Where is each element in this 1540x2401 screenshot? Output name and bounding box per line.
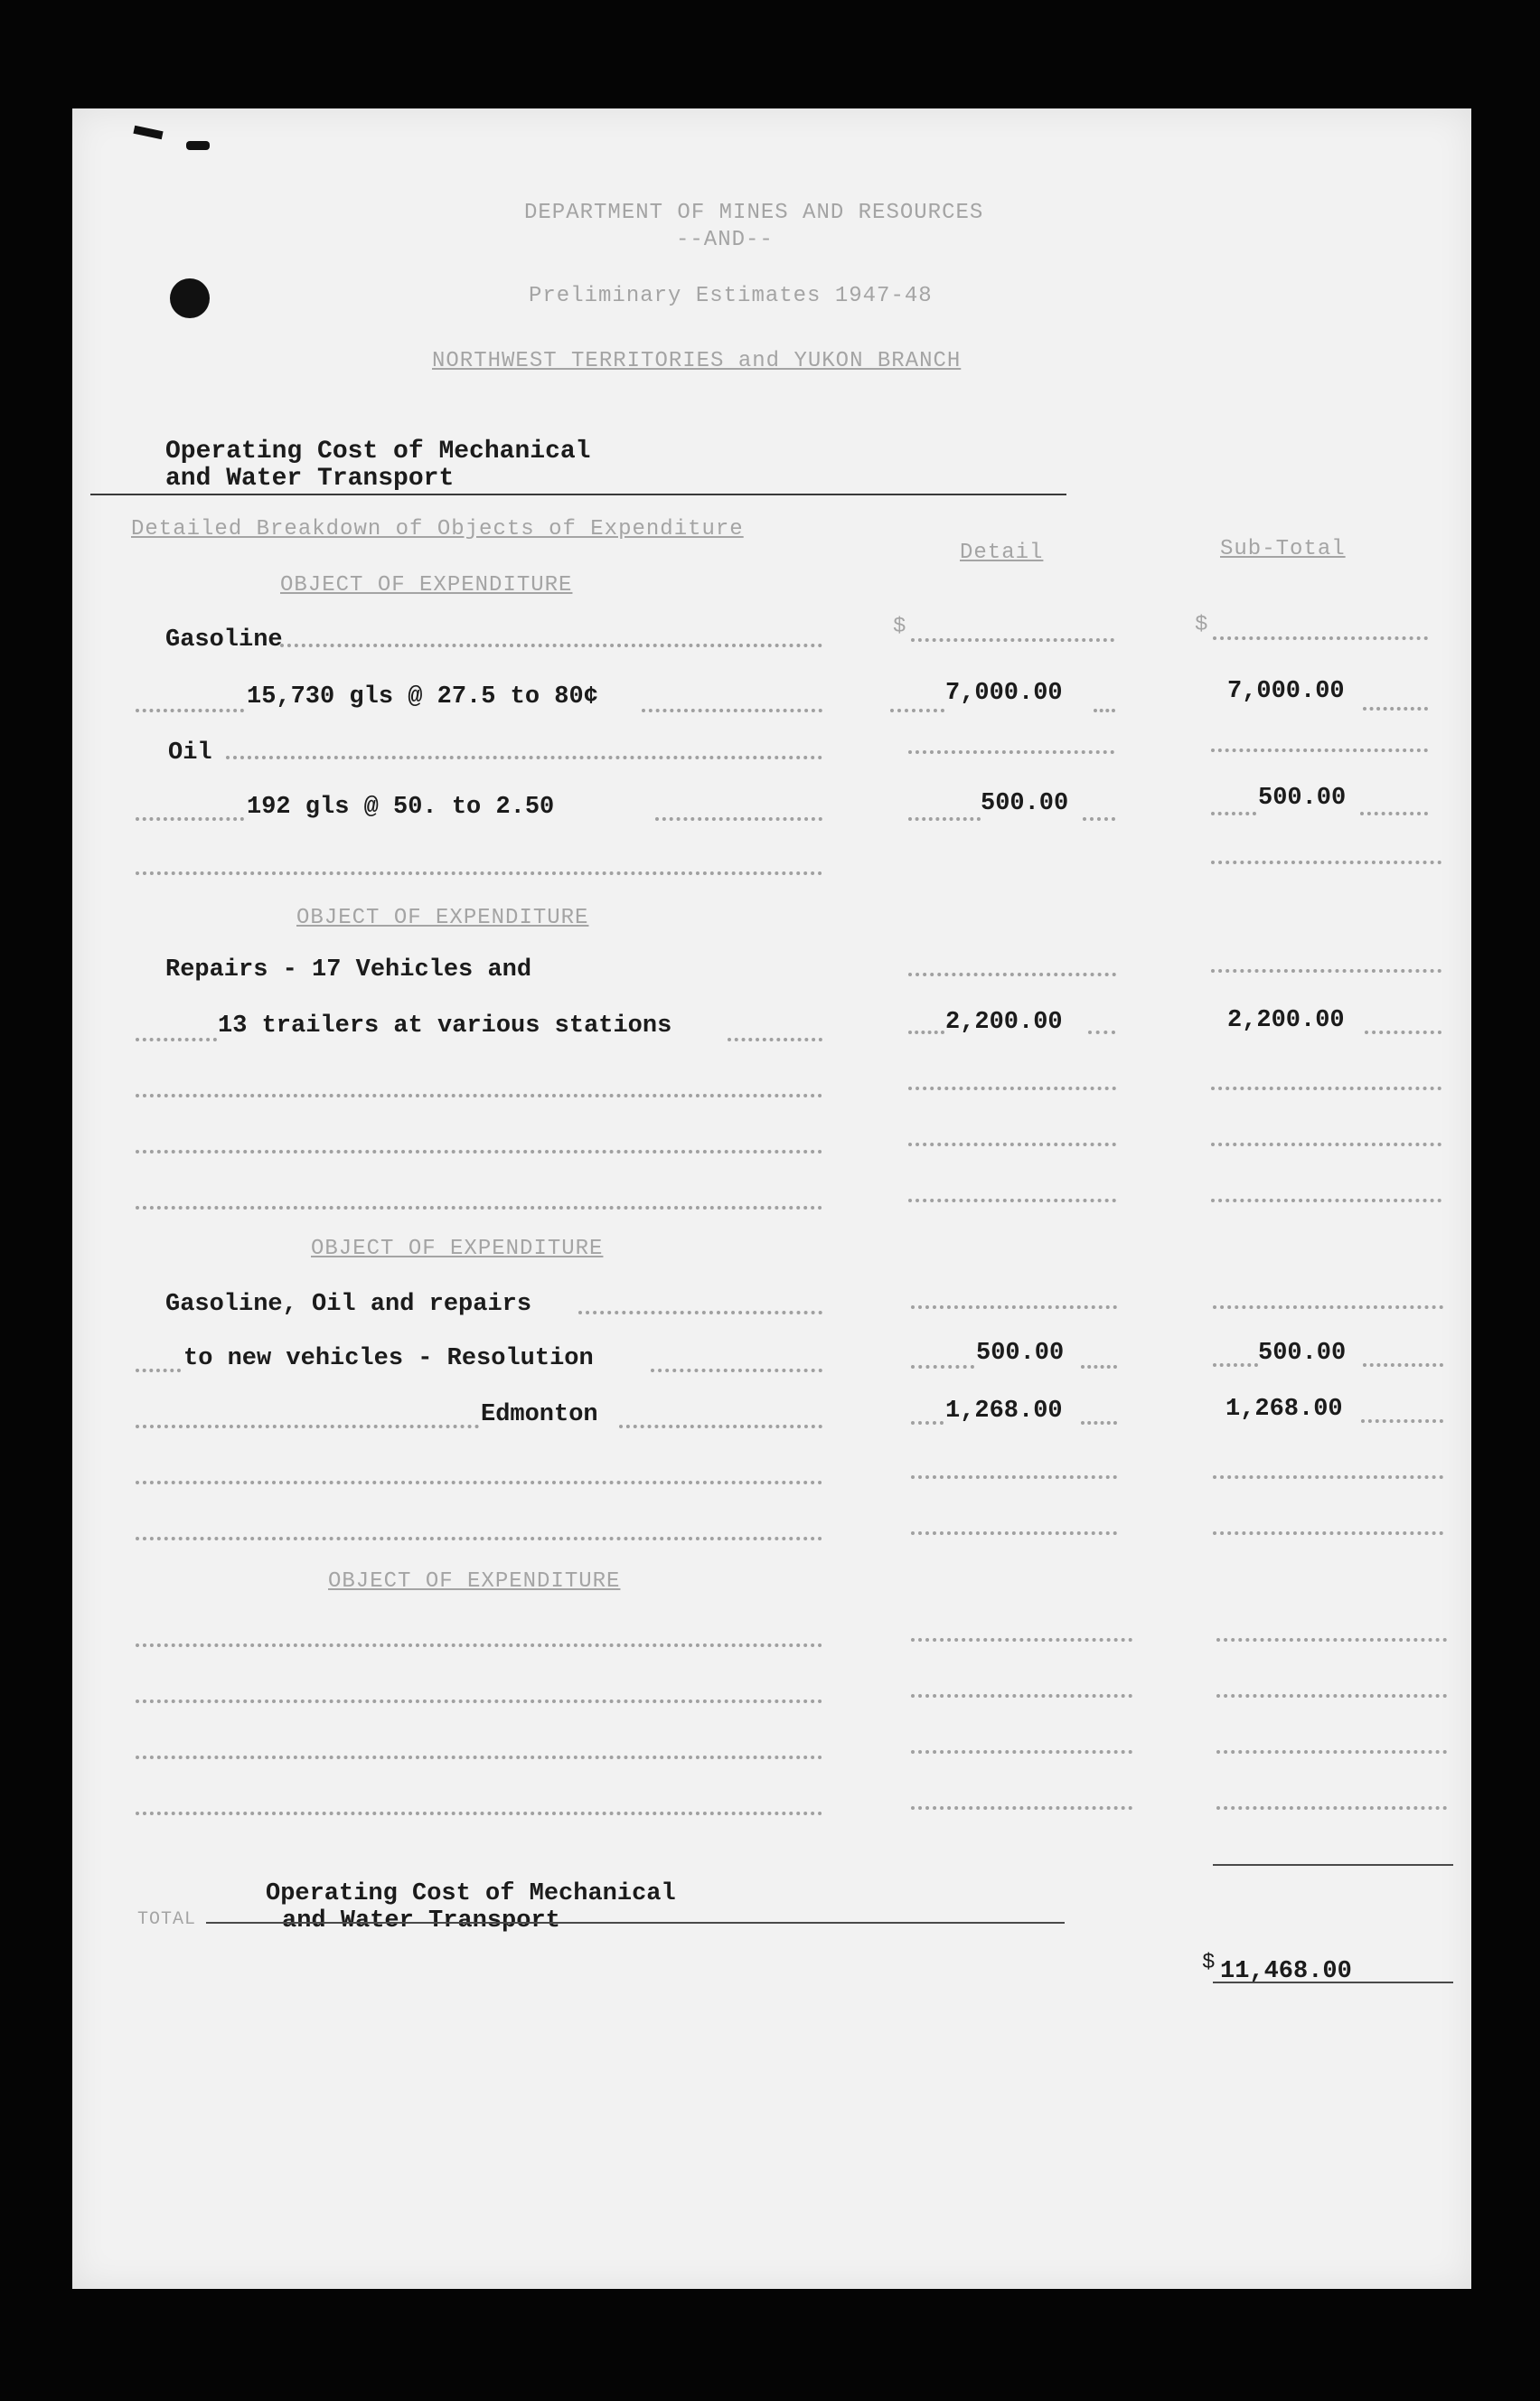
subtotal-dots — [1363, 1363, 1443, 1367]
gasoline-label: Gasoline — [165, 626, 283, 654]
subtotal-dots — [1211, 749, 1428, 752]
detail-dots — [1088, 1031, 1115, 1034]
blank-dots — [911, 1638, 1132, 1642]
desc-dots — [136, 709, 244, 712]
blank-dots — [136, 1643, 822, 1647]
oil-subtotal-amount: 500.00 — [1258, 785, 1347, 812]
desc-dots — [655, 817, 822, 821]
repairs-detail-amount: 2,200.00 — [945, 1009, 1063, 1036]
desc-dots — [136, 1369, 181, 1372]
subtotal-dots — [1211, 969, 1441, 973]
desc-dots — [728, 1038, 822, 1041]
desc-dots — [226, 756, 822, 759]
detail-dots — [911, 1421, 944, 1425]
blank-dots — [136, 1150, 822, 1153]
desc-dots — [136, 1425, 479, 1428]
blank-dots — [1216, 1750, 1447, 1754]
subtotal-dots — [1213, 636, 1428, 640]
desc-dots — [136, 1038, 217, 1041]
oil-label: Oil — [168, 739, 212, 767]
section-title-line2: and Water Transport — [165, 465, 455, 493]
gasoline-description: 15,730 gls @ 27.5 to 80¢ — [247, 683, 598, 711]
subtotal-dots — [1211, 812, 1256, 815]
blank-dots — [911, 1694, 1132, 1698]
oil-description: 192 gls @ 50. to 2.50 — [247, 794, 555, 821]
blank-dots — [1211, 1143, 1441, 1146]
detail-dots — [908, 817, 981, 821]
blank-dots — [136, 1206, 822, 1210]
blank-dots — [1211, 861, 1441, 864]
detail-dots — [911, 1305, 1117, 1309]
section-title-line1: Operating Cost of Mechanical — [165, 438, 591, 466]
blank-dots — [1213, 1475, 1443, 1479]
blank-dots — [1211, 1199, 1441, 1202]
description-column-header: Detailed Breakdown of Objects of Expenditure — [131, 517, 744, 541]
detail-dots — [908, 973, 1116, 976]
total-description-line2: and Water Transport — [282, 1907, 560, 1935]
blank-dots — [911, 1531, 1117, 1535]
corner-mark-dot — [186, 141, 210, 150]
resolution-subtotal-amount: 500.00 — [1258, 1340, 1347, 1367]
object-heading-2: OBJECT OF EXPENDITURE — [296, 906, 589, 930]
section-title-rule — [90, 494, 1066, 495]
blank-dots — [136, 1481, 822, 1484]
subtotal-dots — [1365, 1031, 1441, 1034]
total-dollar-sign: $ — [1202, 1951, 1216, 1975]
detail-dots — [1081, 1421, 1117, 1425]
object-heading-1: OBJECT OF EXPENDITURE — [280, 573, 573, 598]
edmonton-detail-amount: 1,268.00 — [945, 1398, 1063, 1425]
estimates-heading: Preliminary Estimates 1947-48 — [529, 284, 933, 308]
repairs-line1: Repairs - 17 Vehicles and — [165, 956, 532, 984]
detail-dots — [890, 709, 944, 712]
blank-dots — [1216, 1806, 1447, 1810]
resolution-detail-amount: 500.00 — [976, 1340, 1065, 1367]
blank-dots — [136, 871, 822, 875]
edmonton-label: Edmonton — [481, 1401, 598, 1428]
oil-detail-amount: 500.00 — [981, 790, 1069, 817]
repairs-line2: 13 trailers at various stations — [218, 1012, 672, 1040]
blank-dots — [136, 1756, 822, 1759]
blank-dots — [911, 1806, 1132, 1810]
subtotal-dots — [1361, 1419, 1443, 1423]
punch-hole — [170, 278, 210, 318]
desc-dots — [619, 1425, 822, 1428]
object-heading-4: OBJECT OF EXPENDITURE — [328, 1569, 621, 1594]
blank-dots — [908, 1087, 1116, 1090]
total-description-line1: Operating Cost of Mechanical — [266, 1880, 676, 1907]
blank-dots — [1211, 1087, 1441, 1090]
subtotal-dots — [1363, 707, 1428, 711]
blank-dots — [911, 1750, 1132, 1754]
department-heading: DEPARTMENT OF MINES AND RESOURCES — [524, 201, 984, 225]
total-amount: 11,468.00 — [1220, 1958, 1352, 1985]
gasoline-subtotal-amount: 7,000.00 — [1227, 678, 1345, 705]
branch-heading: NORTHWEST TERRITORIES and YUKON BRANCH — [432, 349, 962, 373]
dollar-sign-subtotal: $ — [1195, 613, 1209, 637]
blank-dots — [136, 1812, 822, 1815]
desc-dots — [578, 1311, 822, 1314]
desc-dots — [280, 644, 822, 647]
subtotal-dots — [1360, 812, 1428, 815]
detail-dots — [911, 1365, 974, 1369]
object-heading-3: OBJECT OF EXPENDITURE — [311, 1237, 604, 1261]
detail-dots — [1081, 1365, 1117, 1369]
blank-dots — [908, 1199, 1116, 1202]
detail-dots — [908, 1031, 944, 1034]
blank-dots — [1216, 1638, 1447, 1642]
total-amount-rule — [1213, 1982, 1453, 1983]
desc-dots — [136, 817, 244, 821]
subtotal-column-header: Sub-Total — [1220, 537, 1346, 561]
desc-dots — [651, 1369, 822, 1372]
gasoline-detail-amount: 7,000.00 — [945, 680, 1063, 707]
desc-dots — [642, 709, 822, 712]
new-vehicles-line2: to new vehicles - Resolution — [183, 1345, 594, 1372]
subtotal-dots — [1213, 1363, 1258, 1367]
blank-dots — [136, 1094, 822, 1097]
detail-dots — [911, 638, 1114, 642]
detail-dots — [908, 750, 1114, 754]
detail-dots — [1083, 817, 1115, 821]
total-label: TOTAL — [137, 1909, 197, 1930]
department-subheading: --AND-- — [676, 228, 774, 252]
repairs-subtotal-amount: 2,200.00 — [1227, 1007, 1345, 1034]
detail-column-header: Detail — [960, 541, 1044, 565]
blank-dots — [911, 1475, 1117, 1479]
blank-dots — [1216, 1694, 1447, 1698]
blank-dots — [136, 1700, 822, 1703]
detail-dots — [1094, 709, 1115, 712]
new-vehicles-line1: Gasoline, Oil and repairs — [165, 1291, 532, 1318]
blank-dots — [136, 1537, 822, 1540]
blank-dots — [1213, 1531, 1443, 1535]
dollar-sign-detail: $ — [893, 615, 907, 639]
total-description-rule — [206, 1922, 1065, 1924]
subtotal-dots — [1213, 1305, 1443, 1309]
subtotal-sum-rule — [1213, 1864, 1453, 1866]
edmonton-subtotal-amount: 1,268.00 — [1225, 1396, 1343, 1423]
blank-dots — [908, 1143, 1116, 1146]
